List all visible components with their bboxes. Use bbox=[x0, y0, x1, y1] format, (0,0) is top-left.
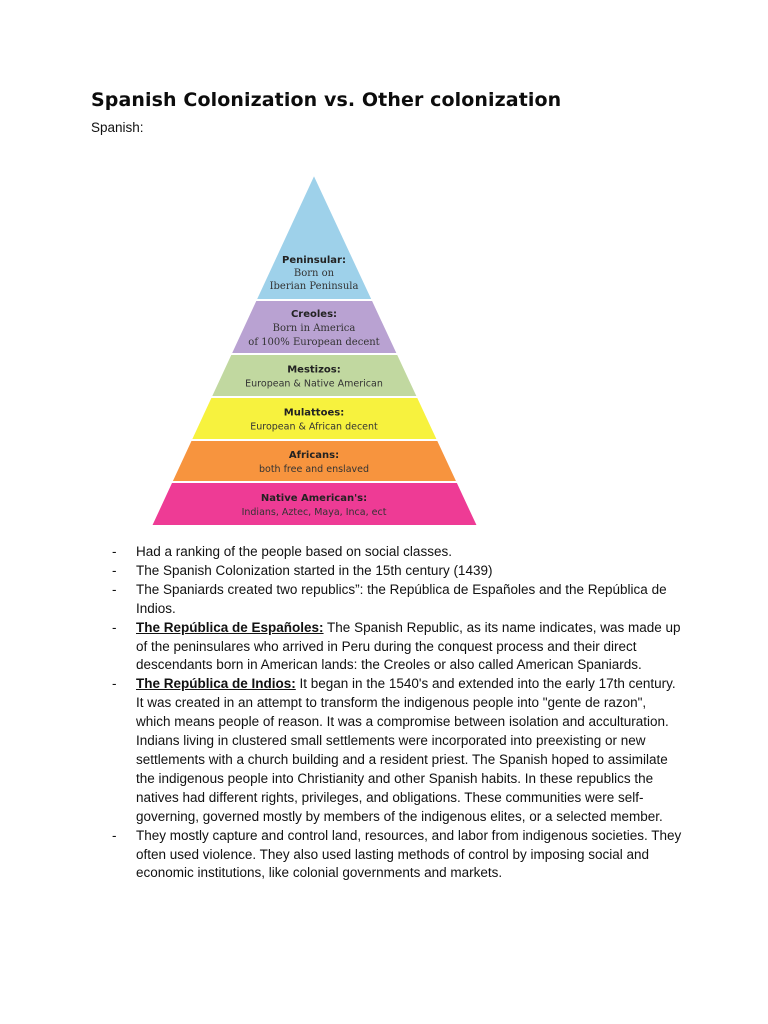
list-item bbox=[112, 675, 682, 826]
section-label: Spanish: bbox=[91, 120, 144, 135]
pyramid-tier-title: Peninsular: bbox=[282, 255, 346, 266]
pyramid-tier-title: Mestizos: bbox=[287, 364, 341, 376]
pyramid-tier-description: European & Native American bbox=[245, 378, 383, 390]
social-class-pyramid bbox=[140, 170, 490, 532]
list-item bbox=[112, 619, 682, 676]
pyramid-tier-description: Iberian Peninsula bbox=[269, 281, 359, 292]
pyramid-tier-description: Indians, Aztec, Maya, Inca, ect bbox=[241, 507, 387, 518]
pyramid-tier-description: both free and enslaved bbox=[258, 464, 370, 475]
list-item-text: The Spaniards created two republics”: the República de Españoles and the República de Indios. bbox=[136, 581, 667, 616]
list-item-text: Had a ranking of the people based on social classes. bbox=[136, 544, 452, 559]
list-item-text: The Spanish Colonization started in the 15th century (1439) bbox=[136, 562, 493, 578]
list-item bbox=[112, 543, 682, 562]
page-title: Spanish Colonization vs. Other colonization bbox=[91, 89, 562, 111]
defined-term: The República de Españoles: bbox=[136, 619, 324, 635]
list-item-text: The Spanish Republic, as its name indicates, was made up of the peninsulares who arrived in Peru during the conquest process and their direct descendants born in American lands: the Creoles or also called American Spaniards. bbox=[136, 619, 681, 673]
bullet-dash: - bbox=[112, 544, 117, 559]
bullet-dash: - bbox=[112, 676, 117, 692]
list-item-text: It began in the 1540's and extended into the early 17th century. It was created in an attempt to transform the indigenous people into "gente de razon", which means people of reason. It was a compromise between isolation and acculturation. Indians living in clustered small settlements were incorporated into preexisting or new settlements with a church building and a resident priest. The Spanish hoped to assimilate the indigenous people into Christianity and other Spanish habits. In these republics the natives had different rights, privileges, and obligations. These communities were self-governing, governed mostly by members of the indigenous elites, or a selected member. bbox=[136, 676, 676, 824]
pyramid-tier bbox=[191, 397, 438, 440]
bullet-dash: - bbox=[112, 581, 117, 597]
bullet-dash: - bbox=[112, 562, 117, 578]
defined-term: The República de Indios: bbox=[136, 676, 296, 692]
pyramid-tier bbox=[151, 482, 478, 526]
list-item-text: They mostly capture and control land, resources, and labor from indigenous societies. They often used violence. They also used lasting methods of control by imposing social and economic institutions, like colonial governments and markets. bbox=[136, 827, 682, 881]
list-item bbox=[112, 827, 682, 884]
pyramid-tier bbox=[211, 354, 418, 397]
pyramid-tier-description: European & African decent bbox=[250, 421, 378, 433]
list-item bbox=[112, 562, 682, 581]
bullet-dash: - bbox=[112, 827, 117, 843]
pyramid-tier-description: Born on bbox=[293, 268, 335, 279]
pyramid-tier-title: Creoles: bbox=[290, 309, 338, 320]
bullet-dash: - bbox=[112, 619, 117, 635]
pyramid-tier-title: Native American's: bbox=[260, 493, 368, 504]
bullet-list bbox=[112, 543, 682, 883]
pyramid-tier-shape bbox=[171, 440, 457, 482]
pyramid-tier-title: Africans: bbox=[288, 450, 340, 461]
pyramid-tier-shape bbox=[151, 482, 478, 526]
pyramid-tier bbox=[171, 440, 457, 482]
pyramid-tier-shape bbox=[191, 397, 438, 440]
list-item bbox=[112, 581, 682, 619]
pyramid-tier bbox=[256, 174, 373, 300]
pyramid-tier-description: of 100% European decent bbox=[248, 337, 380, 348]
pyramid-tier-description: Born in America bbox=[272, 323, 356, 334]
pyramid-tier-shape bbox=[211, 354, 418, 397]
pyramid-tier bbox=[231, 300, 398, 354]
pyramid-tier-title: Mulattoes: bbox=[283, 407, 345, 419]
